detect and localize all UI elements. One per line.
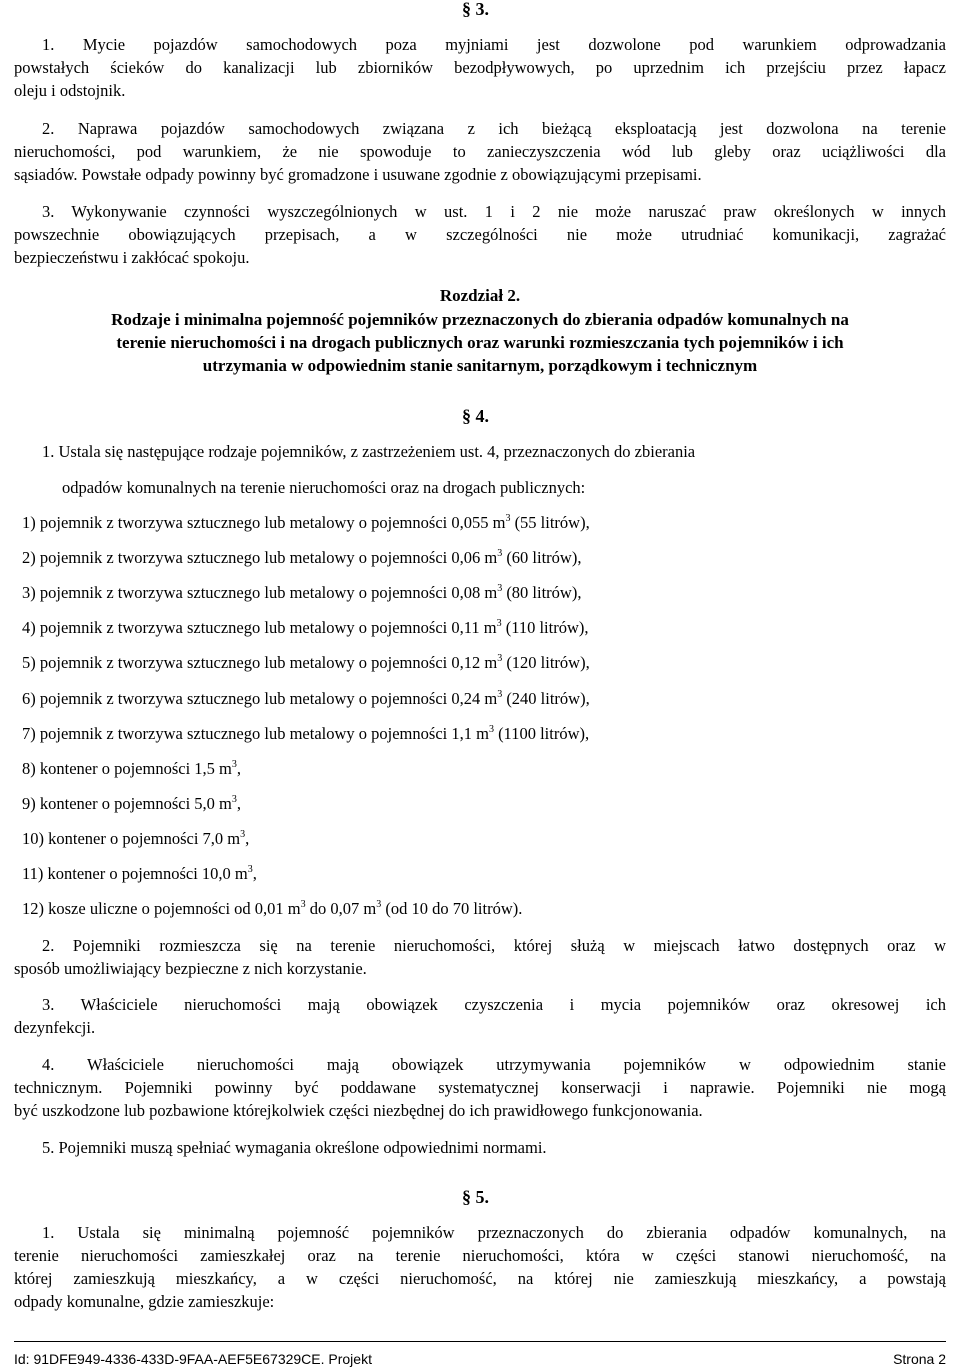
superscript-3: 3 xyxy=(497,548,503,559)
section-5-heading: § 5. xyxy=(462,1187,489,1207)
item-text: (1100 litrów), xyxy=(493,724,590,743)
container-list-item xyxy=(22,792,241,815)
item-text: 4) pojemnik z tworzywa sztucznego lub metalowy o pojemności 0,11 m xyxy=(22,618,497,637)
superscript-3: 3 xyxy=(488,724,494,735)
superscript-3: 3 xyxy=(231,794,237,805)
text-line: 4. Właściciele nieruchomości mają obowiązek utrzymywania pojemników w odpowiednim stanie xyxy=(42,1055,946,1074)
item-text: (80 litrów), xyxy=(502,583,582,602)
item-text: 3) pojemnik z tworzywa sztucznego lub metalowy o pojemności 0,08 m xyxy=(22,583,498,602)
container-list-item xyxy=(22,862,257,885)
item-text: 9) kontener o pojemności 5,0 m xyxy=(22,794,232,813)
item-text: , xyxy=(245,829,250,848)
footer-document-id: Id: 91DFE949-4336-433D-9FAA-AEF5E67329CE. Projekt xyxy=(14,1351,372,1367)
container-list-item xyxy=(22,511,590,534)
superscript-3: 3 xyxy=(240,829,246,840)
superscript-3: 3 xyxy=(497,653,503,664)
section-4-heading: § 4. xyxy=(462,406,489,426)
container-list-item xyxy=(22,827,249,850)
sec5-paragraph-1 xyxy=(14,1221,946,1313)
item-text: 7) pojemnik z tworzywa sztucznego lub metalowy o pojemności 1,1 m xyxy=(22,724,489,743)
item-text: , xyxy=(252,864,257,883)
sec4-paragraph-2 xyxy=(14,934,946,980)
sec4-paragraph-3 xyxy=(14,993,946,1039)
text-line: nieruchomości, pod warunkiem, że nie spowoduje to zanieczyszczenia wód lub gleby oraz uciążliwości dla xyxy=(14,142,946,161)
item-text: , xyxy=(236,794,242,813)
text-line: być uszkodzone lub pozbawione którejkolwiek części niezbędnej do ich prawidłowego funkcjonowania. xyxy=(14,1101,703,1120)
container-list-item xyxy=(22,546,581,569)
text-line: której zamieszkują mieszkańcy, a w części nieruchomość, na której nie zamieszkują mieszkańcy, a powstają xyxy=(14,1269,946,1288)
chapter-title xyxy=(14,308,946,377)
footer-divider xyxy=(14,1341,946,1342)
superscript-3: 3 xyxy=(300,899,306,910)
superscript-3: 3 xyxy=(497,689,503,700)
text-line: 2. Naprawa pojazdów samochodowych związana z ich bieżącą eksploatacją jest dozwolona na terenie xyxy=(42,119,946,138)
chapter-title-line: terenie nieruchomości i na drogach publicznych oraz warunki rozmieszczania tych pojemników i ich xyxy=(116,333,844,352)
container-list-item xyxy=(22,897,522,920)
text-line: oleju i odstojnik. xyxy=(14,81,126,100)
text-line: powszechnie obowiązujących przepisach, a w szczególności nie może utrudniać komunikacji, zagrażać xyxy=(14,225,946,244)
container-list-item xyxy=(22,687,590,710)
item-text: 2) pojemnik z tworzywa sztucznego lub metalowy o pojemności 0,06 m xyxy=(22,548,498,567)
sec4-intro-line-1: 1. Ustala się następujące rodzaje pojemników, z zastrzeżeniem ust. 4, przeznaczonych do zbierania xyxy=(42,442,696,461)
superscript-3: 3 xyxy=(505,513,511,524)
superscript-3: 3 xyxy=(247,864,253,875)
item-text: 5) pojemnik z tworzywa sztucznego lub metalowy o pojemności 0,12 m xyxy=(22,653,498,672)
text-line: bezpieczeństwu i zakłócać spokoju. xyxy=(14,248,250,267)
item-text: 12) kosze uliczne o pojemności od 0,01 m xyxy=(22,899,301,918)
item-text: (60 litrów), xyxy=(502,548,582,567)
item-text: 10) kontener o pojemności 7,0 m xyxy=(22,829,241,848)
item-text: 11) kontener o pojemności 10,0 m xyxy=(22,864,248,883)
text-line: 1. Ustala się minimalną pojemność pojemników przeznaczonych do zbierania odpadów komunalnych, na xyxy=(42,1223,946,1242)
item-text: 6) pojemnik z tworzywa sztucznego lub metalowy o pojemności 0,24 m xyxy=(22,689,498,708)
sec3-paragraph-2 xyxy=(14,117,946,186)
item-text: (120 litrów), xyxy=(502,653,590,672)
text-line: 3. Wykonywanie czynności wyszczególnionych w ust. 1 i 2 nie może naruszać praw określonych w innych xyxy=(42,202,946,221)
sec4-paragraph-4 xyxy=(14,1053,946,1122)
text-line: dezynfekcji. xyxy=(14,1018,96,1037)
item-text: , xyxy=(236,759,242,778)
item-text: (240 litrów), xyxy=(502,689,590,708)
item-text: (55 litrów), xyxy=(510,513,590,532)
text-line: powstałych ścieków do kanalizacji lub zbiorników bezodpływowych, po uprzednim ich przejściu przez łapacz xyxy=(14,58,946,77)
chapter-title-line: Rodzaje i minimalna pojemność pojemników przeznaczonych do zbierania odpadów komunalnych na xyxy=(111,310,849,329)
superscript-3: 3 xyxy=(497,583,503,594)
sec4-paragraph-5: 5. Pojemniki muszą spełniać wymagania określone odpowiednimi normami. xyxy=(42,1138,547,1157)
text-line: 1. Mycie pojazdów samochodowych poza myjniami jest dozwolone pod warunkiem odprowadzania xyxy=(42,35,946,54)
sec3-paragraph-3 xyxy=(14,200,946,269)
text-line: odpady komunalne, gdzie zamieszkuje: xyxy=(14,1292,275,1311)
superscript-3: 3 xyxy=(376,899,382,910)
item-text: 8) kontener o pojemności 1,5 m xyxy=(22,759,232,778)
text-line: sposób umożliwiający bezpieczne z nich korzystanie. xyxy=(14,959,367,978)
superscript-3: 3 xyxy=(496,618,502,629)
item-text: (od 10 do 70 litrów). xyxy=(381,899,523,918)
section-3-heading: § 3. xyxy=(462,0,489,19)
container-list-item xyxy=(22,651,590,674)
container-list-item xyxy=(22,616,589,639)
container-list-item xyxy=(22,757,241,780)
sec3-paragraph-1 xyxy=(14,33,946,102)
sec4-intro-line-2: odpadów komunalnych na terenie nieruchomości oraz na drogach publicznych: xyxy=(62,478,586,497)
text-line: sąsiadów. Powstałe odpady powinny być gromadzone i usuwane zgodnie z obowiązującymi przepisami. xyxy=(14,165,702,184)
item-text: do 0,07 m xyxy=(305,899,377,918)
superscript-3: 3 xyxy=(231,759,237,770)
text-line: 3. Właściciele nieruchomości mają obowiązek czyszczenia i mycia pojemników oraz okresowej ich xyxy=(42,995,946,1014)
footer-page-number: Strona 2 xyxy=(893,1351,946,1367)
text-line: terenie nieruchomości zamieszkałej oraz na terenie nieruchomości, która w części stanowi nieruchomość, na xyxy=(14,1246,946,1265)
chapter-title-line: utrzymania w odpowiednim stanie sanitarnym, porządkowym i technicznym xyxy=(202,356,758,375)
text-line: technicznym. Pojemniki powinny być poddawane systematycznej konserwacji i naprawie. Pojemniki nie mogą xyxy=(14,1078,946,1097)
container-list-item xyxy=(22,722,589,745)
chapter-label: Rozdział 2. xyxy=(439,286,521,305)
item-text: 1) pojemnik z tworzywa sztucznego lub metalowy o pojemności 0,055 m xyxy=(22,513,506,532)
item-text: (110 litrów), xyxy=(501,618,589,637)
container-list-item xyxy=(22,581,581,604)
text-line: 2. Pojemniki rozmieszcza się na terenie nieruchomości, której służą w miejscach łatwo dostępnych oraz w xyxy=(42,936,946,955)
